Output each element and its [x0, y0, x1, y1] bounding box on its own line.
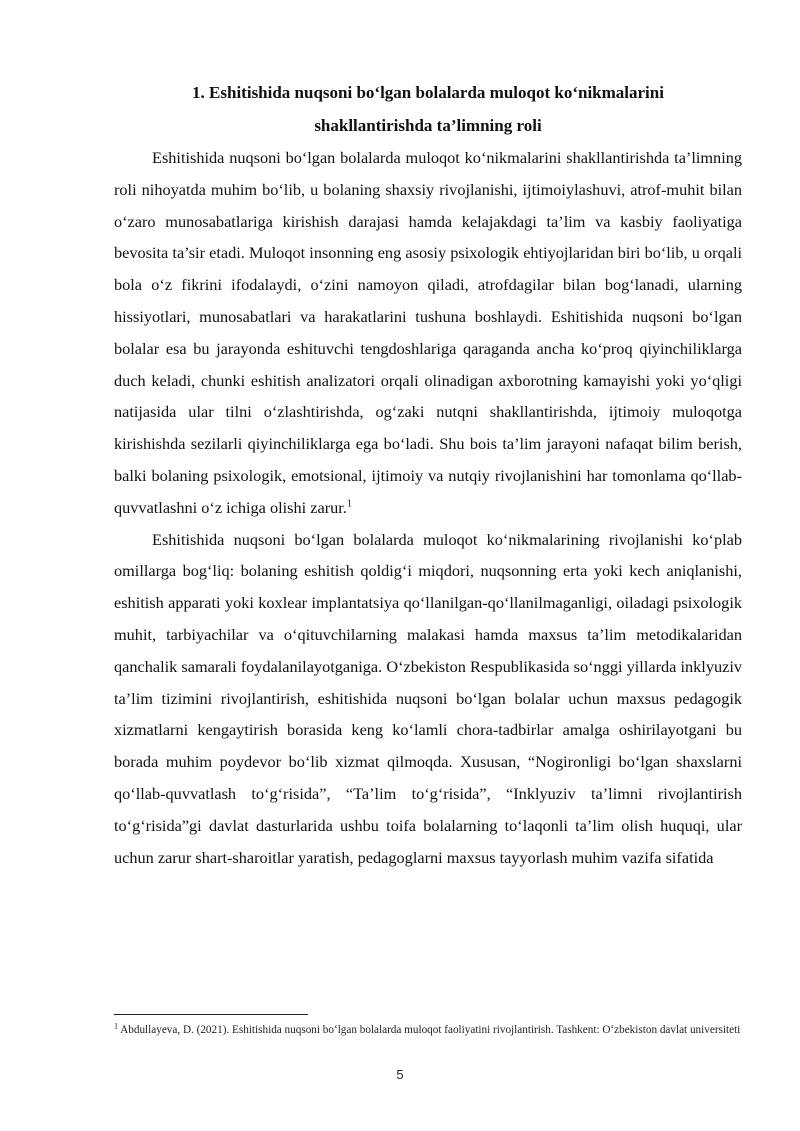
page-number: 5	[396, 1067, 404, 1082]
paragraph-1-text: Eshitishida nuqsoni bo‘lgan bolalarda muloqot ko‘nikmalarini shakllantirishda ta’limning roli nihoyatda muhim bo‘lib, u bolaning shaxsiy rivojlanishi, ijtimoiylashuvi, atrof-muhit bilan o‘zaro munosabatlariga kirishish darajasi hamda kelajakdagi ta’lim va kasbiy faoliyatiga bevosita ta’sir etadi. Muloqot insonning eng asosiy psixologik ehtiyojlaridan biri bo‘lib, u orqali bola o‘z fikrini ifodalaydi, o‘zini namoyon qiladi, atrofdagilar bilan bog‘lanadi, ularning hissiyotlari, munosabatlari va harakatlarini tushuna boshlaydi. Eshitishida nuqsoni bo‘lgan bolalar esa bu jarayonda eshituvchi tengdoshlariga qaraganda ancha ko‘proq qiyinchiliklarga duch keladi, chunki eshitish analizatori orqali olinadigan axborotning kamayishi yoki yo‘qligi natijasida ular tilni o‘zlashtirishda, og‘zaki nutqni shakllantirishda, ijtimoiy muloqotga kirishishda sezilarli qiyinchiliklarga ega bo‘ladi. Shu bois ta’lim jarayoni nafaqat bilim berish, balki bolaning psixologik, emotsional, ijtimoiy va nutqiy rivojlanishini har tomonlama qo‘llab-quvvatlashni o‘z ichiga olishi zarur.	[114, 148, 742, 517]
heading-line-2: shakllantirishda ta’limning roli	[314, 116, 542, 135]
section-heading	[114, 76, 742, 142]
footnote-divider	[114, 1014, 308, 1015]
paragraph-2	[114, 524, 742, 874]
paragraph-1	[114, 142, 742, 524]
footnote-text: Abdullayeva, D. (2021). Eshitishida nuqsoni bo‘lgan bolalarda muloqot faoliyatini rivojlantirish. Tashkent: O‘zbekiston davlat universiteti	[120, 1024, 741, 1036]
heading-line-1: 1. Eshitishida nuqsoni bo‘lgan bolalarda muloqot ko‘nikmalarini	[192, 83, 664, 102]
page-content	[114, 76, 742, 873]
footnote-reference[interactable]: 1	[346, 498, 352, 510]
footnote	[114, 1022, 742, 1038]
paragraph-2-text: Eshitishida nuqsoni bo‘lgan bolalarda muloqot ko‘nikmalarining rivojlanishi ko‘plab omillarga bog‘liq: bolaning eshitish qoldig‘i miqdori, nuqsonning erta yoki kech aniqlanishi, eshitish apparati yoki koxlear implantatsiya qo‘llanilgan-qo‘llanilmaganligi, oiladagi psixologik muhit, tarbiyachilar va o‘qituvchilarning malakasi hamda maxsus ta’lim metodikalaridan qanchalik samarali foydalanilayotganiga. O‘zbekiston Respublikasida so‘nggi yillarda inklyuziv ta’lim tizimini rivojlantirish, eshitishida nuqsoni bo‘lgan bolalar uchun maxsus pedagogik xizmatlarni kengaytirish borasida keng ko‘lamli chora-tadbirlar amalga oshirilayotgani bu borada muhim poydevor bo‘lib xizmat qilmoqda. Xususan, “Nogironligi bo‘lgan shaxslarni qo‘llab-quvvatlash to‘g‘risida”, “Ta’lim to‘g‘risida”, “Inklyuziv ta’limni rivojlantirish to‘g‘risida”gi davlat dasturlarida ushbu toifa bolalarning to‘laqonli ta’lim olish huquqi, ular uchun zarur shart-sharoitlar yaratish, pedagoglarni maxsus tayyorlash muhim vazifa sifatida	[114, 529, 742, 867]
footnote-marker: 1	[114, 1021, 118, 1031]
